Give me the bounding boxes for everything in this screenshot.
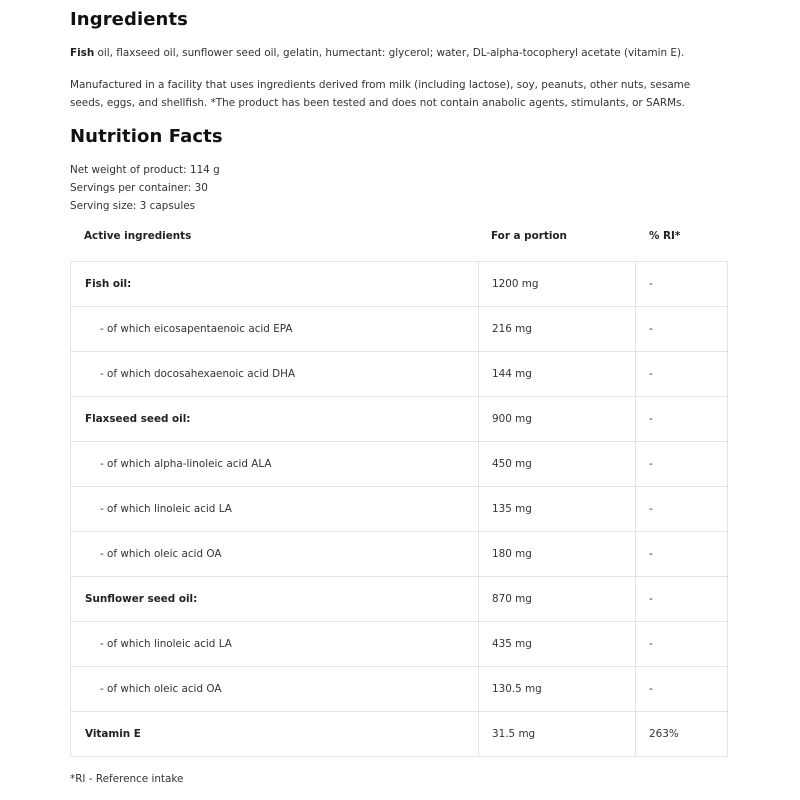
portion-value-cell: 135 mg xyxy=(479,487,636,532)
nutrition-heading: Nutrition Facts xyxy=(70,126,223,147)
nutrition-table-body xyxy=(71,262,728,757)
ingredients-composition-text: oil, flaxseed oil, sunflower seed oil, gelatin, humectant: glycerol; water, DL-alpha-tocopheryl acetate (vitamin E). xyxy=(94,47,685,59)
allergen-note: Manufactured in a facility that uses ingredients derived from milk (including lactose), soy, peanuts, other nuts, sesame seeds, eggs, and shellfish. *The product has been tested and does not contain anabolic agents, stimulants, or SARMs. xyxy=(70,79,691,109)
ri-value-cell: - xyxy=(636,667,728,712)
portion-value-cell: 180 mg xyxy=(479,532,636,577)
ri-value-cell: - xyxy=(636,532,728,577)
nutrition-table xyxy=(70,261,728,757)
ingredient-name-cell: - of which linoleic acid LA xyxy=(71,622,479,667)
portion-value-cell: 216 mg xyxy=(479,307,636,352)
ingredient-name-cell: Sunflower seed oil: xyxy=(71,577,479,622)
ingredient-name-cell: Vitamin E xyxy=(71,712,479,757)
ingredients-heading: Ingredients xyxy=(70,9,188,30)
ingredient-name-cell: - of which eicosapentaenoic acid EPA xyxy=(71,307,479,352)
ri-value-cell: - xyxy=(636,307,728,352)
ingredient-name-cell: Fish oil: xyxy=(71,262,479,307)
ingredients-lead-word: Fish xyxy=(70,47,95,59)
table-row xyxy=(71,442,728,487)
table-row xyxy=(71,307,728,352)
column-header-ri: % RI* xyxy=(649,230,681,242)
table-row xyxy=(71,352,728,397)
table-row xyxy=(71,667,728,712)
portion-value-cell: 900 mg xyxy=(479,397,636,442)
table-row xyxy=(71,532,728,577)
table-row xyxy=(71,262,728,307)
table-row xyxy=(71,577,728,622)
portion-value-cell: 31.5 mg xyxy=(479,712,636,757)
nutrition-table-header xyxy=(70,226,727,248)
ingredients-composition xyxy=(70,44,684,62)
column-header-portion: For a portion xyxy=(491,230,567,242)
ri-value-cell: - xyxy=(636,577,728,622)
ingredient-name-cell: Flaxseed seed oil: xyxy=(71,397,479,442)
portion-value-cell: 1200 mg xyxy=(479,262,636,307)
portion-value-cell: 435 mg xyxy=(479,622,636,667)
ingredient-name-cell: - of which oleic acid OA xyxy=(71,532,479,577)
net-weight: Net weight of product: 114 g xyxy=(70,164,220,176)
ri-value-cell: - xyxy=(636,442,728,487)
table-row xyxy=(71,487,728,532)
ri-value-cell: 263% xyxy=(636,712,728,757)
ri-footnote: *RI - Reference intake xyxy=(70,773,184,785)
portion-value-cell: 130.5 mg xyxy=(479,667,636,712)
portion-value-cell: 450 mg xyxy=(479,442,636,487)
table-row xyxy=(71,712,728,757)
ri-value-cell: - xyxy=(636,397,728,442)
serving-size: Serving size: 3 capsules xyxy=(70,200,196,212)
portion-value-cell: 870 mg xyxy=(479,577,636,622)
ingredient-name-cell: - of which alpha-linoleic acid ALA xyxy=(71,442,479,487)
column-header-ingredient: Active ingredients xyxy=(84,230,192,242)
nutrition-meta xyxy=(70,161,220,215)
table-row xyxy=(71,397,728,442)
ri-value-cell: - xyxy=(636,352,728,397)
ri-value-cell: - xyxy=(636,622,728,667)
ingredient-name-cell: - of which linoleic acid LA xyxy=(71,487,479,532)
servings-per-container: Servings per container: 30 xyxy=(70,182,208,194)
ri-value-cell: - xyxy=(636,262,728,307)
ri-value-cell: - xyxy=(636,487,728,532)
table-row xyxy=(71,622,728,667)
portion-value-cell: 144 mg xyxy=(479,352,636,397)
ingredient-name-cell: - of which docosahexaenoic acid DHA xyxy=(71,352,479,397)
ingredient-name-cell: - of which oleic acid OA xyxy=(71,667,479,712)
